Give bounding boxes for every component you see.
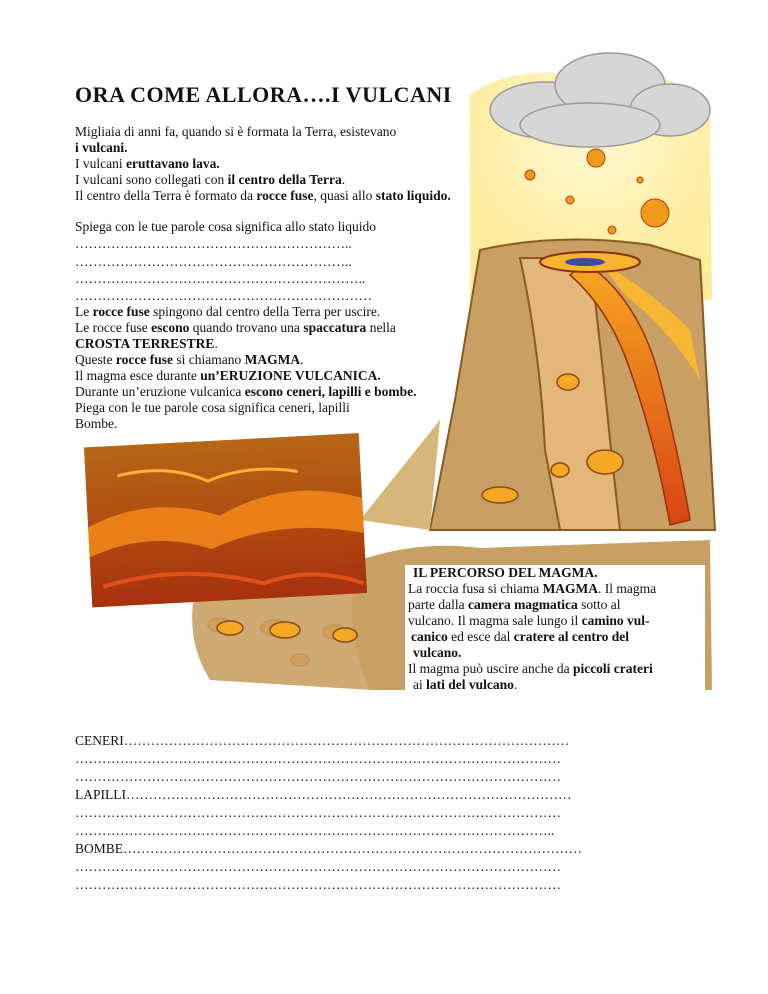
bombe-fill-1[interactable]: ……………………………………………………………………………………………… bbox=[75, 859, 561, 874]
ceneri-fill-1[interactable]: ……………………………………………………………………………………………… bbox=[75, 751, 561, 766]
magma-box-title: IL PERCORSO DEL MAGMA. bbox=[413, 565, 598, 580]
intro-line-2 bbox=[75, 140, 128, 156]
bombe-line[interactable]: BOMBE………………………………………………………………………………………… bbox=[75, 841, 583, 856]
lava-photo bbox=[84, 433, 367, 607]
magma-box-line-3: vulcano. Il magma sale lungo il camino vul- bbox=[408, 613, 650, 628]
ceneri-line[interactable]: CENERI……………………………………………………………………………………… bbox=[75, 733, 570, 748]
body-line-2: Le rocce fuse escono quando trovano una spaccatura nella bbox=[75, 320, 396, 335]
body-line-4: Queste rocce fuse si chiamano MAGMA. bbox=[75, 352, 304, 367]
body-line-3: CROSTA TERRESTRE. bbox=[75, 336, 218, 351]
magma-box-line-6: Il magma può uscire anche da piccoli crateri bbox=[408, 661, 653, 676]
question-liquid: Spiega con le tue parole cosa significa allo stato liquido bbox=[75, 219, 377, 234]
body-line-6: Durante un’eruzione vulcanica escono ceneri, lapilli e bombe. bbox=[75, 384, 417, 399]
answer-dots-4[interactable]: ………………………………………………………… bbox=[75, 288, 372, 303]
page-title: ORA COME ALLORA….I VULCANI bbox=[75, 82, 452, 107]
intro-line-4: I vulcani sono collegati con il centro della Terra. bbox=[75, 172, 346, 187]
intro-line-5: Il centro della Terra è formato da rocce fuse, quasi allo stato liquido. bbox=[75, 188, 451, 203]
intro-line-1: Migliaia di anni fa, quando si è formata la Terra, esistevano bbox=[75, 124, 397, 139]
body-line-5: Il magma esce durante un’ERUZIONE VULCANICA. bbox=[75, 368, 381, 383]
smoke-cloud bbox=[490, 53, 710, 147]
ceneri-fill-2[interactable]: ……………………………………………………………………………………………… bbox=[75, 769, 561, 784]
magma-box-line-7: ai lati del vulcano. bbox=[413, 677, 518, 692]
lapilli-fill-2[interactable]: …………………………………………………………………………………………….. bbox=[75, 823, 555, 838]
magma-box-line-2: parte dalla camera magmatica sotto al bbox=[408, 597, 621, 612]
body-line-8: Bombe. bbox=[75, 416, 118, 431]
magma-box-line-1: La roccia fusa si chiama MAGMA. Il magma bbox=[408, 581, 657, 596]
magma-box-line-5: vulcano. bbox=[413, 645, 462, 660]
answer-dots-1[interactable]: …………………………………………………….. bbox=[75, 236, 352, 251]
intro-bold-vulcani: i vulcani. bbox=[75, 140, 128, 155]
lapilli-line[interactable]: LAPILLI……………………………………………………………………………………… bbox=[75, 787, 572, 802]
bombe-fill-2[interactable]: ……………………………………………………………………………………………… bbox=[75, 877, 561, 892]
body-line-7: Piega con le tue parole cosa significa ceneri, lapilli bbox=[75, 400, 350, 415]
body-line-1: Le rocce fuse spingono dal centro della Terra per uscire. bbox=[75, 304, 381, 319]
answer-dots-2[interactable]: …………………………………………………….. bbox=[75, 254, 352, 269]
intro-line-3: I vulcani eruttavano lava. bbox=[75, 156, 220, 171]
magma-box-line-4: canico ed esce dal cratere al centro del bbox=[411, 629, 630, 644]
lapilli-fill-1[interactable]: ……………………………………………………………………………………………… bbox=[75, 805, 561, 820]
answer-dots-3[interactable]: ……………………………………………………….. bbox=[75, 271, 366, 286]
